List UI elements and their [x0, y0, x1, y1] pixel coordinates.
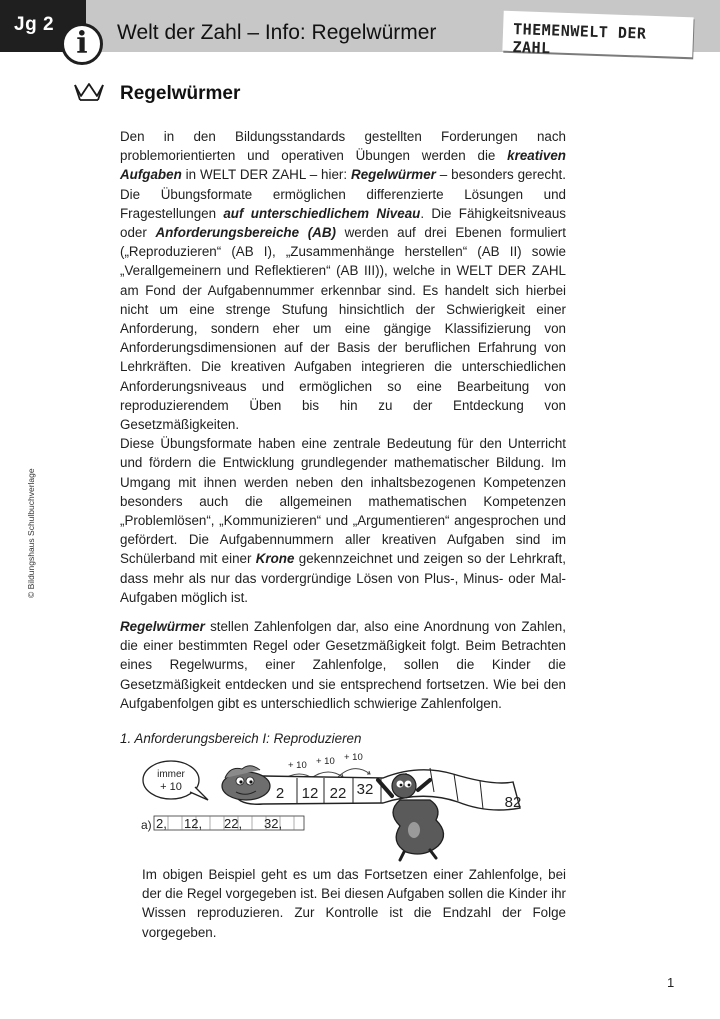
- example-explanation: Im obigen Beispiel geht es um das Fortsetzen einer Zahlenfolge, bei der die Regel vorgegeben ist. Bei diesen Aufgaben sollen die Kinder ihr Wissen reproduzieren. Zur Kontrolle ist die Endzahl der Folge vorgegeben.: [142, 867, 566, 940]
- emphasis-text: Regelwürmer: [351, 167, 436, 183]
- worm-number: 82: [504, 794, 522, 811]
- emphasis-text: kreativen Aufgaben: [120, 148, 566, 183]
- theme-label: THEMENWELT DER ZAHL: [512, 20, 647, 58]
- text-run: Den in den Bildungsstandards gestellten Forderungen nach problemorientierten und operativen Übungen werden die: [120, 129, 566, 164]
- answer-cell: 2,: [156, 816, 167, 831]
- emphasis-text: Anforderungsbereiche (AB): [155, 225, 336, 241]
- answer-cell: 32,: [264, 816, 283, 831]
- text-run: gekennzeichnet und zeigen so der Lehrkraft, dass mehr als nur das vordergründige Lösen von Plus-, Minus- oder Mal-Aufgaben möglich ist.: [120, 551, 566, 605]
- step-label: + 10: [316, 756, 335, 767]
- worm-number: 12: [301, 785, 319, 802]
- page-title: Welt der Zahl – Info: Regelwürmer: [117, 21, 437, 44]
- answer-row: [141, 816, 304, 832]
- theme-label-stamp: [502, 11, 693, 58]
- crown-icon: [73, 81, 105, 103]
- regelwuermer-paragraph: [120, 617, 566, 713]
- text-run: werden auf drei Ebenen formuliert („Reproduzieren“ (AB I), „Zusammenhänge herstellen“ (AB II) sowie „Verallgemeinern und Reflektieren“ (AB III)), welche in WELT DER ZAHL am Fond der Aufgabennummer erkennbar sind. Es handelt sich hierbei nicht um eine strenge Stufung hinsichtlich der Schwierigkeit einer Anforderung, sondern eher um eine gängige Klassifizierung von Anforderungsdimensionen auf der Basis der beruflichen Erfahrung von Lehrkräften. Die kreativen Aufgaben integrieren die unterschiedlichen Anforderungsniveaus und ermöglichen so eine Bearbeitung von reproduzierendem Üben bis hin zu der Entdeckung von Gesetzmäßigkeiten.: [120, 225, 566, 433]
- bubble-line-1: immer: [157, 769, 185, 780]
- text-run: stellen Zahlenfolgen dar, also eine Anordnung von Zahlen, die einer bestimmten Regel oder Gesetzmäßigkeit folgt. Beim Betrachten eines Regelwurms, einer Zahlenfolge, sollen die Kinder die Gesetzmäßigkeit entdecken und sie entsprechend fortsetzen. Wie bei den Aufgabenfolgen gibt es unterschiedlich schwierige Zahlenfolgen.: [120, 619, 566, 711]
- step-label: + 10: [344, 752, 363, 763]
- emphasis-text: auf unterschiedlichem Niveau: [223, 205, 421, 221]
- worm-head: [222, 766, 270, 800]
- worm-number: 2: [275, 785, 285, 802]
- worm-number: 32: [356, 781, 374, 798]
- example-heading: 1. Anforderungsbereich I: Reproduzieren: [120, 731, 362, 746]
- section-title: Regelwürmer: [120, 83, 241, 104]
- text-run: . Die Fähigkeitsniveaus oder: [120, 205, 566, 241]
- text-run: Diese Übungsformate haben eine zentrale Bedeutung für den Unterricht und fördern die Entwicklung grundlegender mathematischer Bildung. Im Umgang mit ihnen werden neben den inhaltsbezogenen Kompetenzen besonders auch die allgemeinen mathematischen Kompetenzen „Problemlösen“, „Kommunizieren“ und „Argumentieren“ angesprochen und gefördert. Die Aufgabennummern aller kreativen Aufgaben sind im Schülerband mit einer: [120, 436, 566, 567]
- emphasis-text: Krone: [255, 551, 295, 567]
- intro-paragraph: [120, 127, 566, 607]
- worm-number: 22: [329, 785, 347, 802]
- bubble-line-2: + 10: [160, 781, 182, 793]
- worm-illustration: [138, 750, 538, 862]
- speech-bubble: [143, 761, 208, 800]
- step-label: + 10: [288, 760, 307, 771]
- emphasis-text: Regelwürmer: [120, 619, 205, 634]
- copyright-credit: © Bildungshaus Schulbuchverlage: [26, 468, 36, 598]
- text-run: in WELT DER ZAHL – hier:: [185, 167, 348, 183]
- text-run: – besonders gerecht. Die Übungsformate ermöglichen differenzierte Lösungen und Fragestellungen: [120, 167, 566, 221]
- info-icon: [61, 23, 103, 65]
- answer-cell: 22,: [224, 816, 243, 831]
- answer-prefix: a): [141, 818, 152, 832]
- grade-label: Jg 2: [14, 14, 55, 35]
- answer-cell: 12,: [184, 816, 203, 831]
- page-number: 1: [667, 975, 675, 990]
- info-glyph: i: [76, 26, 88, 61]
